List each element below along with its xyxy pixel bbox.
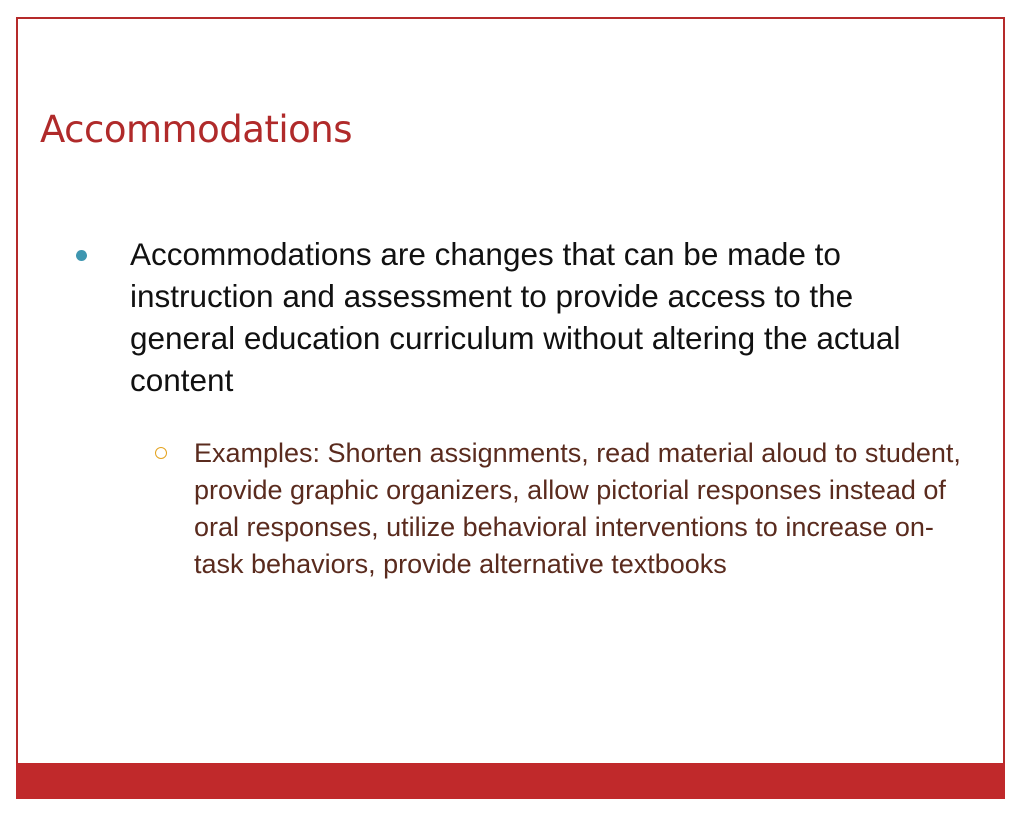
- bullet-item: [66, 233, 966, 401]
- footer-bar: [16, 763, 1005, 799]
- hollow-circle-bullet-icon: [154, 435, 194, 583]
- slide-title: Accommodations: [40, 108, 353, 151]
- filled-circle-bullet-icon: [66, 233, 130, 401]
- bullet-text: Accommodations are changes that can be made to instruction and assessment to provide access to the general education curriculum without altering the actual content: [130, 236, 901, 398]
- sub-bullet-text: Examples: Shorten assignments, read material aloud to student, provide graphic organizers, allow pictorial responses instead of oral responses, utilize behavioral interventions to increase on-task behaviors, provide alternative textbooks: [194, 438, 961, 579]
- sub-bullet-item: [154, 435, 974, 583]
